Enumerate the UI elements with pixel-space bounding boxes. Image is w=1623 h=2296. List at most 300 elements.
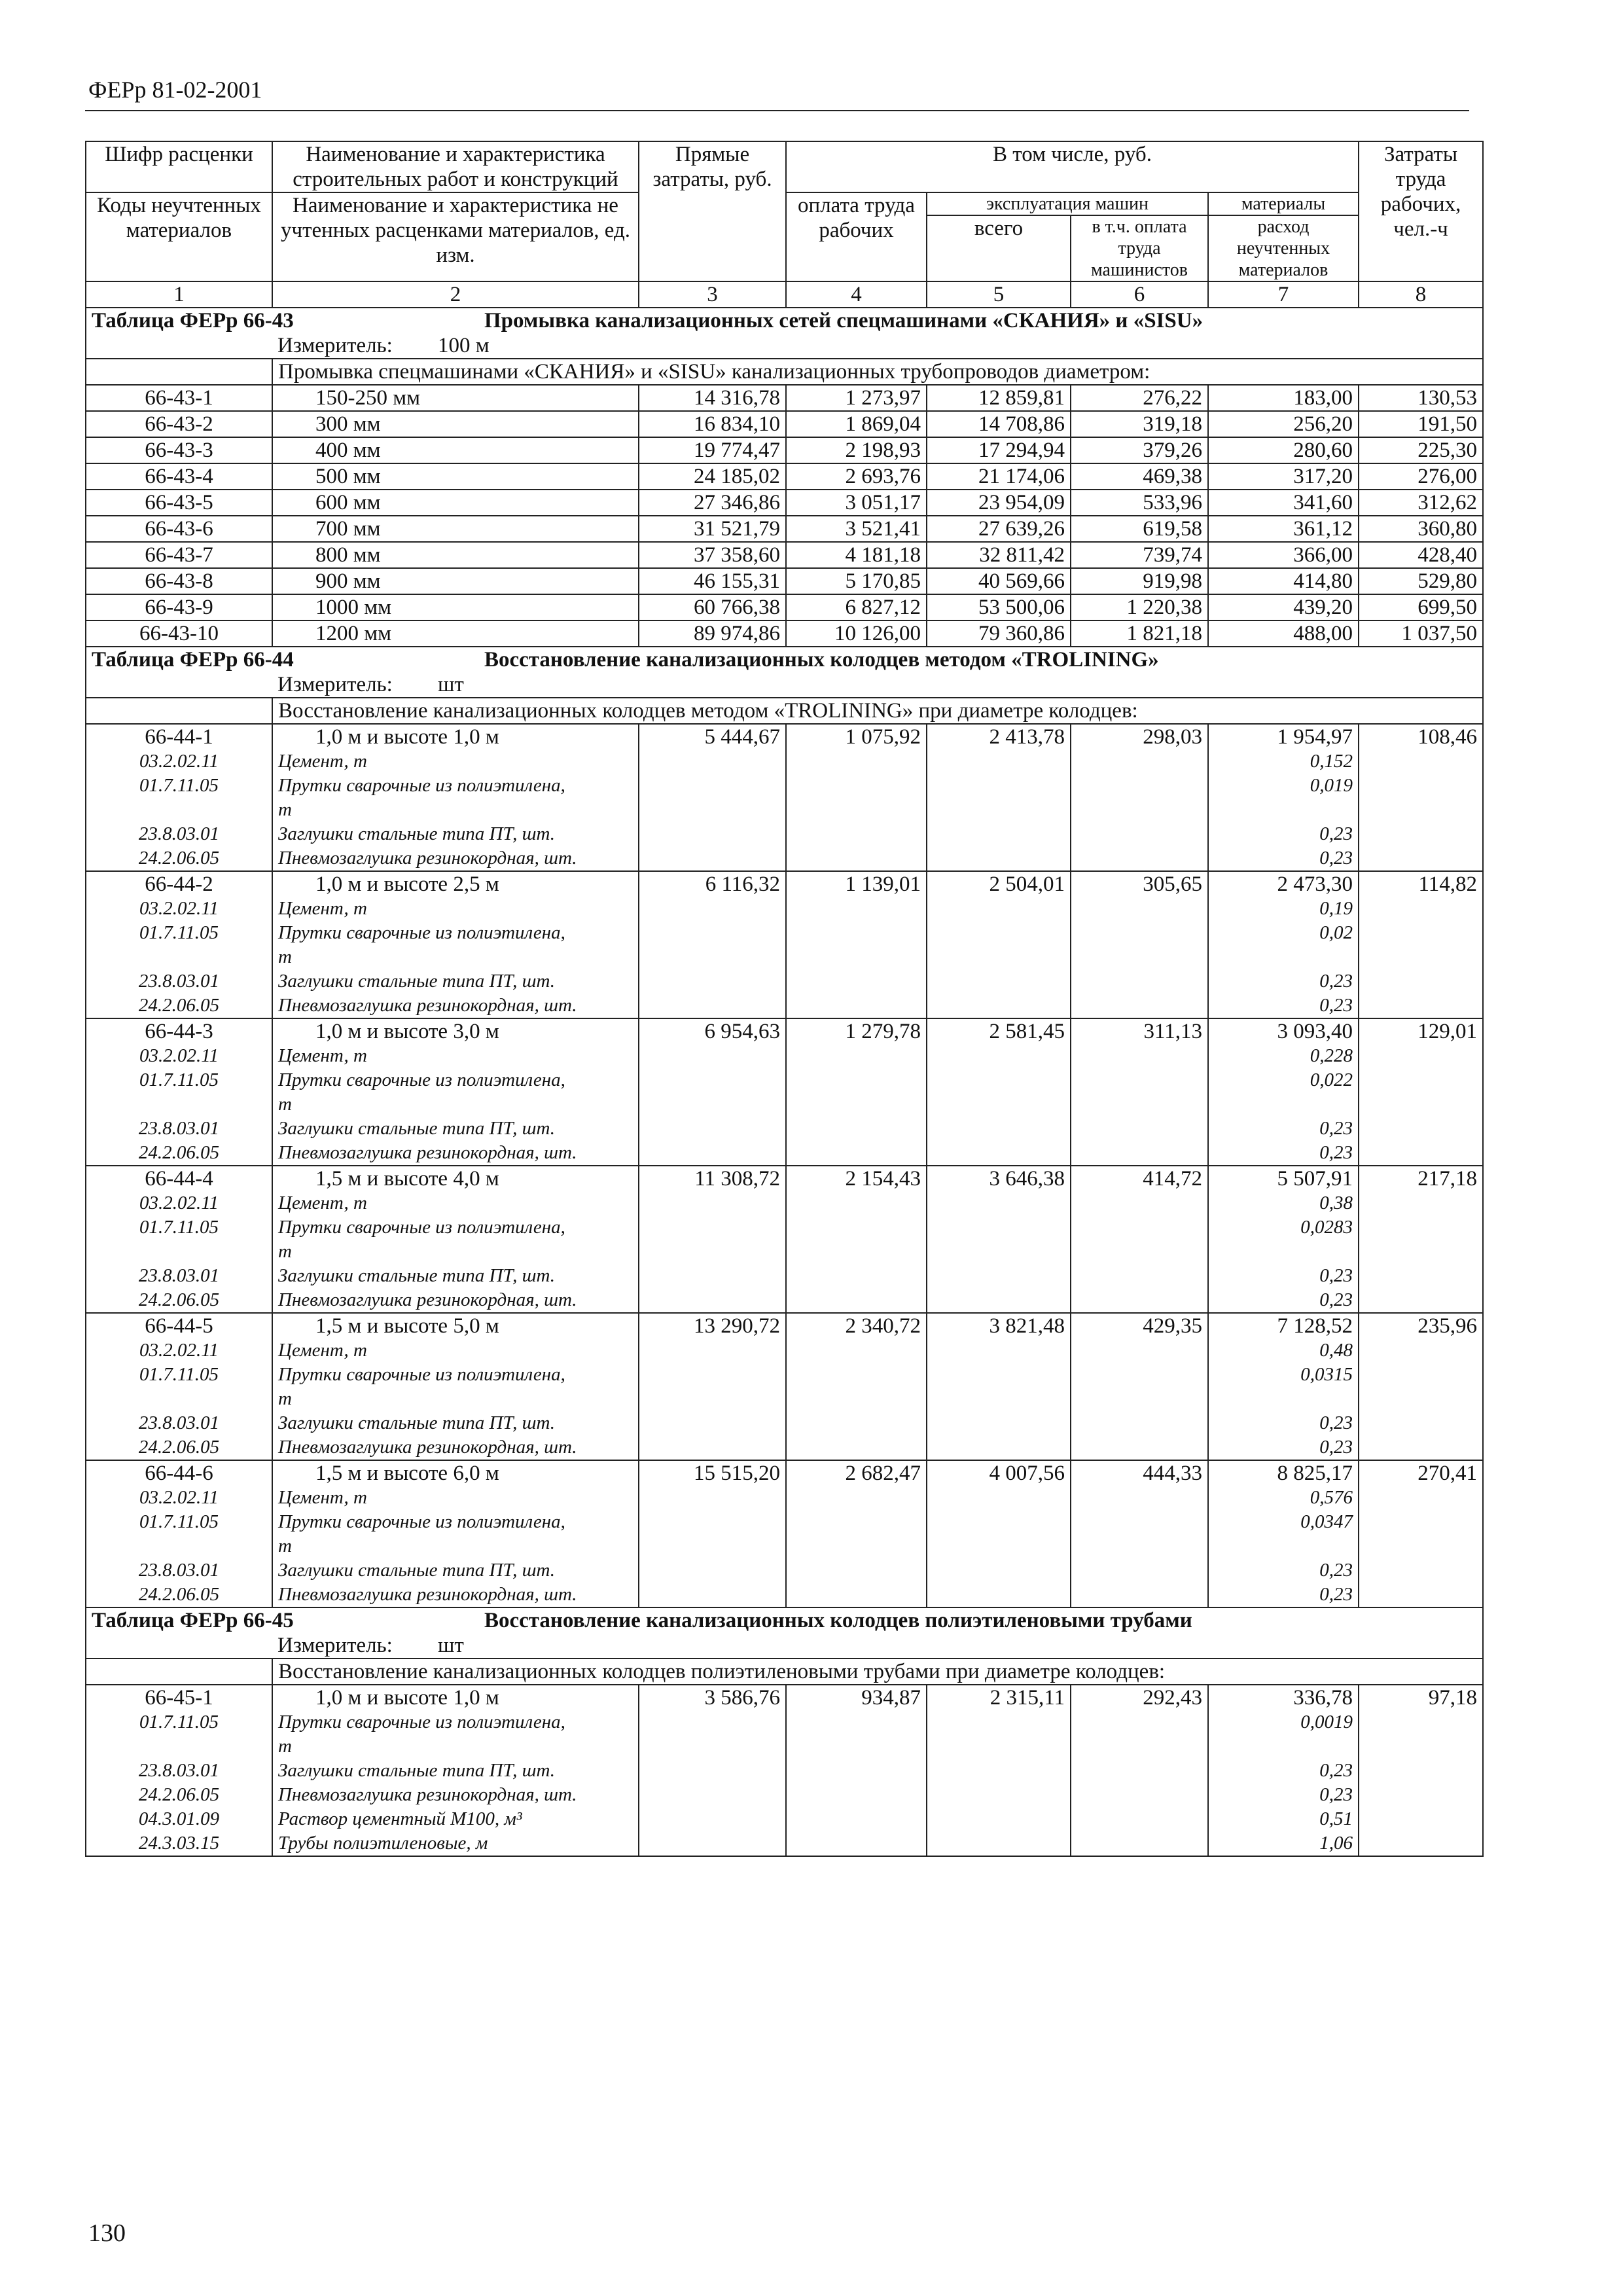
empty-cell: [1071, 1387, 1208, 1411]
empty-cell: [927, 1435, 1071, 1460]
empty-cell: [786, 1288, 927, 1313]
empty-cell: [786, 1191, 927, 1215]
material-code: 03.2.02.11: [86, 1044, 272, 1068]
direct-cost: 31 521,79: [639, 516, 786, 542]
material-quantity: 0,0347: [1208, 1510, 1359, 1534]
section-subtitle-row: [86, 359, 1483, 385]
material-code: [86, 798, 272, 822]
empty-cell: [1071, 994, 1208, 1018]
empty-cell: [639, 1068, 786, 1092]
labor-cost: 1 273,97: [786, 385, 927, 411]
table-row: [86, 1685, 1483, 1710]
labor-cost: 2 693,76: [786, 463, 927, 490]
empty-cell: [927, 846, 1071, 871]
rate-code: 66-43-9: [86, 594, 272, 620]
material-code: [86, 945, 272, 969]
table-body: [86, 308, 1483, 1856]
empty-cell: [1359, 1435, 1483, 1460]
empty-cell: [927, 1558, 1071, 1583]
material-name: Прутки сварочные из полиэтилена,: [272, 1068, 639, 1092]
empty-cell: [786, 945, 927, 969]
machines-total: 2 413,78: [927, 724, 1071, 749]
machines-total: 14 708,86: [927, 411, 1071, 437]
machines-total: 3 646,38: [927, 1166, 1071, 1191]
machinists-pay: 311,13: [1071, 1018, 1208, 1044]
materials-cost: 414,80: [1208, 568, 1359, 594]
labor-cost: 934,87: [786, 1685, 927, 1710]
material-code: 01.7.11.05: [86, 1068, 272, 1092]
empty-cell: [927, 1215, 1071, 1240]
col-number: 1: [86, 281, 272, 308]
machinists-pay: 739,74: [1071, 542, 1208, 568]
material-row: [86, 1044, 1483, 1068]
material-code: 23.8.03.01: [86, 1117, 272, 1141]
table-row: [86, 568, 1483, 594]
table-code: Таблица ФЕРр 66-45: [92, 1609, 294, 1632]
col5-header: всего: [927, 215, 1071, 281]
material-name: Прутки сварочные из полиэтилена,: [272, 1215, 639, 1240]
empty-cell: [639, 1710, 786, 1734]
empty-cell: [927, 822, 1071, 846]
col4-header: оплата труда рабочих: [786, 192, 927, 281]
empty-cell: [1359, 1387, 1483, 1411]
direct-cost: 24 185,02: [639, 463, 786, 490]
empty-cell: [927, 798, 1071, 822]
empty-cell: [639, 1215, 786, 1240]
empty-cell: [786, 1807, 927, 1831]
materials-cost: 2 473,30: [1208, 871, 1359, 897]
empty-cell: [1071, 749, 1208, 774]
materials-cost: 7 128,52: [1208, 1313, 1359, 1338]
material-row: [86, 897, 1483, 921]
labor-cost: 3 521,41: [786, 516, 927, 542]
material-name: т: [272, 1734, 639, 1759]
material-quantity: 0,02: [1208, 921, 1359, 945]
rate-code: 66-43-2: [86, 411, 272, 437]
empty-cell: [1071, 1363, 1208, 1387]
material-name: Пневмозаглушка резинокордная, шт.: [272, 1141, 639, 1166]
empty-cell: [639, 1411, 786, 1435]
material-quantity: 0,228: [1208, 1044, 1359, 1068]
empty-cell: [1359, 1141, 1483, 1166]
material-quantity: 0,48: [1208, 1338, 1359, 1363]
direct-cost: 27 346,86: [639, 490, 786, 516]
labor-cost: 2 198,93: [786, 437, 927, 463]
empty-cell: [1071, 1288, 1208, 1313]
measure-label: Измеритель:: [277, 334, 393, 357]
empty-cell: [1359, 1558, 1483, 1583]
empty-cell: [786, 1783, 927, 1807]
material-row: [86, 1583, 1483, 1607]
rate-code: 66-43-4: [86, 463, 272, 490]
direct-cost: 11 308,72: [639, 1166, 786, 1191]
machinists-pay: 414,72: [1071, 1166, 1208, 1191]
empty-cell: [1359, 1117, 1483, 1141]
material-quantity: 0,51: [1208, 1807, 1359, 1831]
empty-cell: [927, 1141, 1071, 1166]
material-code: 24.2.06.05: [86, 846, 272, 871]
empty-cell: [1071, 1215, 1208, 1240]
subtitle-spacer: [86, 359, 272, 385]
empty-cell: [786, 1215, 927, 1240]
table-row: [86, 871, 1483, 897]
empty-cell: [786, 1831, 927, 1856]
header-rule: [85, 110, 1469, 111]
labor-hours: 699,50: [1359, 594, 1483, 620]
materials-cost: 336,78: [1208, 1685, 1359, 1710]
empty-cell: [1359, 822, 1483, 846]
material-code: 01.7.11.05: [86, 1215, 272, 1240]
material-quantity: 0,019: [1208, 774, 1359, 798]
material-name: Трубы полиэтиленовые, м: [272, 1831, 639, 1856]
material-row: [86, 798, 1483, 822]
material-code: 24.3.03.15: [86, 1831, 272, 1856]
material-quantity: 0,022: [1208, 1068, 1359, 1092]
material-name: Прутки сварочные из полиэтилена,: [272, 1363, 639, 1387]
material-row: [86, 945, 1483, 969]
rate-code: 66-44-1: [86, 724, 272, 749]
material-quantity: 0,152: [1208, 749, 1359, 774]
machinists-pay: 1 220,38: [1071, 594, 1208, 620]
materials-cost: 366,00: [1208, 542, 1359, 568]
direct-cost: 5 444,67: [639, 724, 786, 749]
empty-cell: [639, 749, 786, 774]
empty-cell: [639, 822, 786, 846]
empty-cell: [1359, 1338, 1483, 1363]
empty-cell: [1071, 1117, 1208, 1141]
empty-cell: [786, 1044, 927, 1068]
machinists-pay: 298,03: [1071, 724, 1208, 749]
machines-total: 3 821,48: [927, 1313, 1071, 1338]
empty-cell: [1359, 1783, 1483, 1807]
material-name: Пневмозаглушка резинокордная, шт.: [272, 846, 639, 871]
empty-cell: [927, 969, 1071, 994]
material-row: [86, 994, 1483, 1018]
table-row: [86, 437, 1483, 463]
measure-unit: 100 м: [438, 334, 490, 357]
empty-cell: [1071, 1831, 1208, 1856]
empty-cell: [786, 1534, 927, 1558]
material-code: 03.2.02.11: [86, 749, 272, 774]
empty-cell: [1359, 1734, 1483, 1759]
machines-total: 23 954,09: [927, 490, 1071, 516]
col7-header: расход неучтенных материалов: [1208, 215, 1359, 281]
material-row: [86, 1240, 1483, 1264]
material-name: т: [272, 1387, 639, 1411]
empty-cell: [639, 1831, 786, 1856]
empty-cell: [639, 1534, 786, 1558]
material-row: [86, 1411, 1483, 1435]
measure-spacer: [86, 672, 272, 698]
empty-cell: [1359, 921, 1483, 945]
table-row: [86, 490, 1483, 516]
material-code: 01.7.11.05: [86, 1710, 272, 1734]
work-name: 1,0 м и высоте 1,0 м: [272, 1685, 639, 1710]
labor-hours: 114,82: [1359, 871, 1483, 897]
material-row: [86, 1215, 1483, 1240]
material-quantity: 0,23: [1208, 1117, 1359, 1141]
labor-hours: 191,50: [1359, 411, 1483, 437]
material-name: Заглушки стальные типа ПТ, шт.: [272, 1117, 639, 1141]
material-code: 24.2.06.05: [86, 1783, 272, 1807]
labor-cost: 2 340,72: [786, 1313, 927, 1338]
labor-hours: 428,40: [1359, 542, 1483, 568]
measure-spacer: [86, 1633, 272, 1659]
measure-cell: [272, 672, 1483, 698]
table-row: [86, 1166, 1483, 1191]
material-name: Заглушки стальные типа ПТ, шт.: [272, 1411, 639, 1435]
material-row: [86, 1534, 1483, 1558]
empty-cell: [1359, 994, 1483, 1018]
empty-cell: [639, 1044, 786, 1068]
empty-cell: [1359, 1583, 1483, 1607]
table-row: [86, 516, 1483, 542]
empty-cell: [639, 1583, 786, 1607]
material-row: [86, 1510, 1483, 1534]
material-quantity: [1208, 945, 1359, 969]
empty-cell: [639, 1240, 786, 1264]
material-name: Заглушки стальные типа ПТ, шт.: [272, 822, 639, 846]
empty-cell: [1071, 1710, 1208, 1734]
empty-cell: [786, 1734, 927, 1759]
empty-cell: [1359, 1534, 1483, 1558]
empty-cell: [639, 1363, 786, 1387]
empty-cell: [927, 1240, 1071, 1264]
material-name: Цемент, т: [272, 897, 639, 921]
empty-cell: [1071, 1807, 1208, 1831]
material-row: [86, 1141, 1483, 1166]
material-quantity: [1208, 1534, 1359, 1558]
empty-cell: [639, 1807, 786, 1831]
material-row: [86, 774, 1483, 798]
empty-cell: [927, 897, 1071, 921]
material-code: 23.8.03.01: [86, 1411, 272, 1435]
material-name: Заглушки стальные типа ПТ, шт.: [272, 1264, 639, 1288]
table-row: [86, 1460, 1483, 1486]
material-name: Цемент, т: [272, 1044, 639, 1068]
col-number: 8: [1359, 281, 1483, 308]
empty-cell: [1071, 1264, 1208, 1288]
work-name: 1000 мм: [272, 594, 639, 620]
material-row: [86, 1759, 1483, 1783]
empty-cell: [786, 1710, 927, 1734]
table-row: [86, 724, 1483, 749]
measure-row: [86, 333, 1483, 359]
direct-cost: 37 358,60: [639, 542, 786, 568]
empty-cell: [1071, 1411, 1208, 1435]
materials-cost: 361,12: [1208, 516, 1359, 542]
machinists-pay: 1 821,18: [1071, 620, 1208, 647]
empty-cell: [786, 1117, 927, 1141]
material-quantity: 0,23: [1208, 846, 1359, 871]
empty-cell: [786, 1092, 927, 1117]
material-code: 24.2.06.05: [86, 1435, 272, 1460]
material-code: 24.2.06.05: [86, 1288, 272, 1313]
empty-cell: [639, 1387, 786, 1411]
material-name: Цемент, т: [272, 1338, 639, 1363]
machinists-pay: 276,22: [1071, 385, 1208, 411]
material-row: [86, 1338, 1483, 1363]
direct-cost: 60 766,38: [639, 594, 786, 620]
empty-cell: [639, 1759, 786, 1783]
empty-cell: [927, 994, 1071, 1018]
material-quantity: 0,23: [1208, 1141, 1359, 1166]
subtitle-spacer: [86, 1659, 272, 1685]
labor-hours: 360,80: [1359, 516, 1483, 542]
empty-cell: [1359, 1288, 1483, 1313]
work-name: 1,5 м и высоте 4,0 м: [272, 1166, 639, 1191]
material-code: 01.7.11.05: [86, 774, 272, 798]
material-code: 24.2.06.05: [86, 1141, 272, 1166]
material-row: [86, 1068, 1483, 1092]
direct-cost: 13 290,72: [639, 1313, 786, 1338]
section-subtitle: Восстановление канализационных колодцев полиэтиленовыми трубами при диаметре колодцев:: [272, 1659, 1483, 1685]
empty-cell: [786, 822, 927, 846]
material-code: 23.8.03.01: [86, 1558, 272, 1583]
material-row: [86, 846, 1483, 871]
empty-cell: [1359, 1044, 1483, 1068]
section-subtitle-row: [86, 1659, 1483, 1685]
material-code: 01.7.11.05: [86, 1510, 272, 1534]
material-name: т: [272, 945, 639, 969]
empty-cell: [1071, 1044, 1208, 1068]
work-name: 1,5 м и высоте 6,0 м: [272, 1460, 639, 1486]
empty-cell: [927, 1044, 1071, 1068]
material-quantity: 0,0315: [1208, 1363, 1359, 1387]
column-numbers: [86, 281, 1483, 308]
empty-cell: [786, 1363, 927, 1387]
empty-cell: [786, 994, 927, 1018]
material-name: Заглушки стальные типа ПТ, шт.: [272, 969, 639, 994]
material-name: Прутки сварочные из полиэтилена,: [272, 1710, 639, 1734]
material-row: [86, 1710, 1483, 1734]
labor-hours: 130,53: [1359, 385, 1483, 411]
machines-total: 40 569,66: [927, 568, 1071, 594]
measure-label: Измеритель:: [277, 673, 393, 696]
col-number: 7: [1208, 281, 1359, 308]
table-row: [86, 542, 1483, 568]
empty-cell: [639, 846, 786, 871]
empty-cell: [639, 1783, 786, 1807]
work-name: 1,0 м и высоте 2,5 м: [272, 871, 639, 897]
work-name: 1,0 м и высоте 3,0 м: [272, 1018, 639, 1044]
rate-code: 66-43-1: [86, 385, 272, 411]
empty-cell: [927, 1117, 1071, 1141]
col1b-header: Коды неучтенных материалов: [86, 192, 272, 281]
empty-cell: [1071, 1435, 1208, 1460]
material-quantity: 0,23: [1208, 822, 1359, 846]
empty-cell: [1359, 1411, 1483, 1435]
material-row: [86, 1831, 1483, 1856]
direct-cost: 19 774,47: [639, 437, 786, 463]
machines-total: 53 500,06: [927, 594, 1071, 620]
material-row: [86, 1264, 1483, 1288]
measure-row: [86, 1633, 1483, 1659]
col2a-header: Наименование и характеристика строительных работ и конструкций: [272, 141, 639, 192]
material-name: Заглушки стальные типа ПТ, шт.: [272, 1759, 639, 1783]
empty-cell: [1071, 945, 1208, 969]
empty-cell: [639, 1141, 786, 1166]
material-name: Пневмозаглушка резинокордная, шт.: [272, 994, 639, 1018]
material-name: т: [272, 1534, 639, 1558]
rate-code: 66-44-6: [86, 1460, 272, 1486]
labor-cost: 3 051,17: [786, 490, 927, 516]
materials-header: материалы: [1208, 192, 1359, 215]
machinists-pay: 919,98: [1071, 568, 1208, 594]
table-heading: [86, 647, 1483, 672]
empty-cell: [1071, 1068, 1208, 1092]
subtitle-spacer: [86, 698, 272, 724]
machines-total: 79 360,86: [927, 620, 1071, 647]
rate-code: 66-45-1: [86, 1685, 272, 1710]
rate-code: 66-43-6: [86, 516, 272, 542]
material-row: [86, 1387, 1483, 1411]
material-code: [86, 1092, 272, 1117]
rate-code: 66-43-10: [86, 620, 272, 647]
machinists-pay: 429,35: [1071, 1313, 1208, 1338]
empty-cell: [1071, 1486, 1208, 1510]
empty-cell: [1071, 921, 1208, 945]
measure-unit: шт: [438, 673, 464, 696]
empty-cell: [1359, 749, 1483, 774]
table-row: [86, 463, 1483, 490]
empty-cell: [1359, 846, 1483, 871]
material-code: 01.7.11.05: [86, 1363, 272, 1387]
machinists-pay: 319,18: [1071, 411, 1208, 437]
empty-cell: [639, 969, 786, 994]
empty-cell: [1359, 1264, 1483, 1288]
empty-cell: [786, 1411, 927, 1435]
empty-cell: [1071, 1534, 1208, 1558]
empty-cell: [1359, 1710, 1483, 1734]
empty-cell: [786, 1264, 927, 1288]
empty-cell: [786, 969, 927, 994]
empty-cell: [1359, 1363, 1483, 1387]
material-quantity: 0,23: [1208, 1783, 1359, 1807]
empty-cell: [639, 1338, 786, 1363]
material-name: Пневмозаглушка резинокордная, шт.: [272, 1583, 639, 1607]
labor-cost: 1 869,04: [786, 411, 927, 437]
material-quantity: 0,23: [1208, 969, 1359, 994]
material-quantity: 0,38: [1208, 1191, 1359, 1215]
work-name: 700 мм: [272, 516, 639, 542]
material-code: 23.8.03.01: [86, 969, 272, 994]
material-quantity: 0,19: [1208, 897, 1359, 921]
empty-cell: [1359, 1510, 1483, 1534]
table-heading-cell: [86, 647, 1483, 672]
material-code: 03.2.02.11: [86, 1486, 272, 1510]
material-code: 23.8.03.01: [86, 1759, 272, 1783]
empty-cell: [639, 1288, 786, 1313]
rate-code: 66-43-5: [86, 490, 272, 516]
empty-cell: [786, 897, 927, 921]
empty-cell: [1359, 1215, 1483, 1240]
material-name: Заглушки стальные типа ПТ, шт.: [272, 1558, 639, 1583]
empty-cell: [927, 774, 1071, 798]
empty-cell: [1071, 1583, 1208, 1607]
empty-cell: [1071, 798, 1208, 822]
empty-cell: [1359, 969, 1483, 994]
table-code: Таблица ФЕРр 66-44: [92, 648, 294, 672]
direct-cost: 89 974,86: [639, 620, 786, 647]
labor-hours: 225,30: [1359, 437, 1483, 463]
empty-cell: [1359, 1068, 1483, 1092]
empty-cell: [1071, 1240, 1208, 1264]
material-name: Прутки сварочные из полиэтилена,: [272, 1510, 639, 1534]
material-quantity: 0,23: [1208, 994, 1359, 1018]
col6-header: в т.ч. оплата труда машинистов: [1071, 215, 1208, 281]
material-code: 04.3.01.09: [86, 1807, 272, 1831]
